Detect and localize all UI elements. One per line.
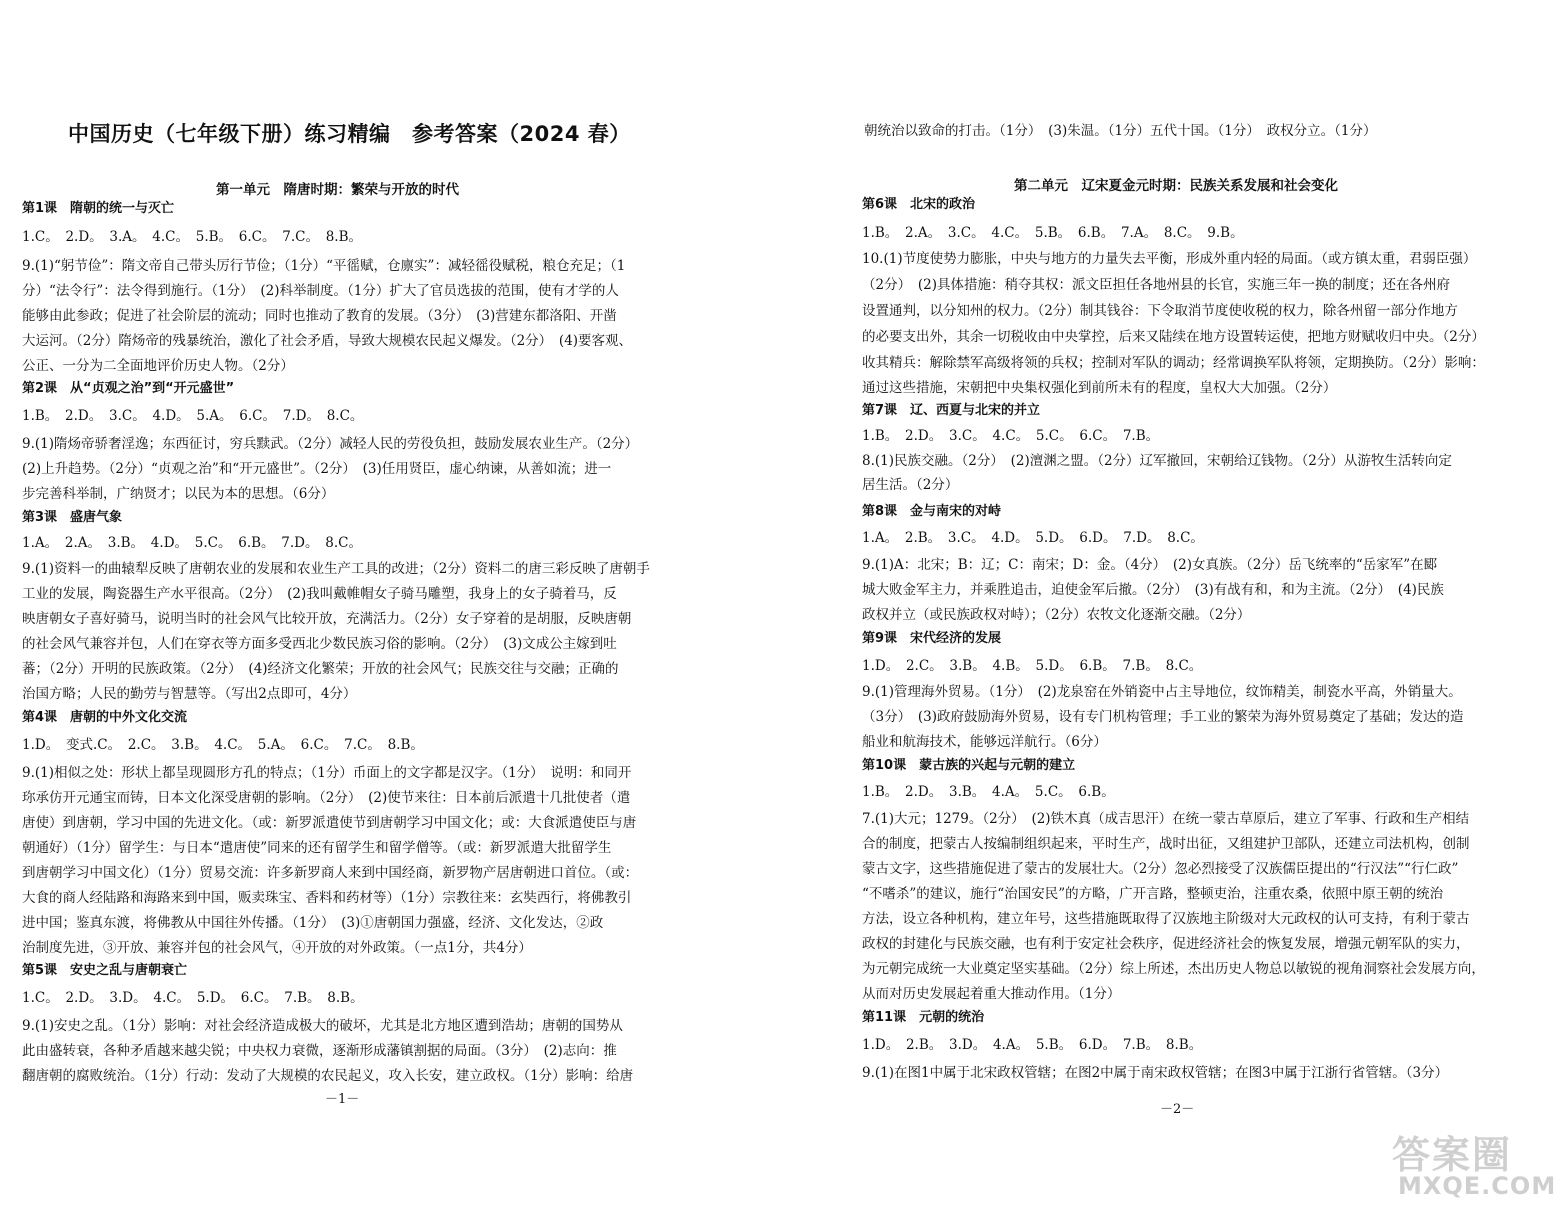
unit-1-heading: 第一单元 隋唐时期：繁荣与开放的时代 (216, 182, 459, 198)
lesson-title: 第7课 辽、西夏与北宋的并立 (862, 403, 1041, 418)
answer-line: 船业和航海技术，能够远洋航行。（6分） (862, 734, 1107, 750)
mc-answers: 1.A。 2.A。 3.B。 4.D。 5.C。 6.B。 7.D。 8.C。 (22, 535, 362, 551)
lesson-title: 第1课 隋朝的统一与灭亡 (22, 201, 175, 216)
answer-line: 9.(1)相似之处：形状上都呈现圆形方孔的特点；（1分）币面上的文字都是汉字。（1分） 说明：和同开 (22, 765, 632, 781)
answer-line: （2分） (2)具体措施：稍夺其权：派文臣担任各地州县的长官，实施三年一换的制度；还在各州府 (862, 277, 1450, 293)
mc-answers: 1.B。 2.A。 3.C。 4.C。 5.B。 6.B。 7.A。 8.C。 9.B。 (862, 225, 1244, 241)
answer-line: 居生活。（2分） (862, 477, 959, 493)
answer-line: 城大败金军主力，并乘胜追击，迫使金军后撤。（2分） (3)有战有和，和为主流。（2分） (4)民族 (862, 582, 1444, 598)
answer-line: 治制度先进，③开放、兼容并包的社会风气，④开放的对外政策。（一点1分，共4分） (22, 940, 532, 956)
answer-line: 9.(1)资料一的曲辕犁反映了唐朝农业的发展和农业生产工具的改进；（2分）资料二的唐三彩反映了唐朝手 (22, 561, 650, 577)
answer-line: 9.(1)安史之乱。（1分）影响：对社会经济造成极大的破坏，尤其是北方地区遭到浩劫；唐朝的国势从 (22, 1018, 623, 1034)
answer-line: 分）“法令行”：法令得到施行。（1分） (2)科举制度。（1分）扩大了官员选拔的范围，使有才学的人 (22, 283, 619, 299)
answer-line: 工业的发展，陶瓷器生产水平很高。（2分） (2)我叫戴帷帽女子骑马雕塑，我身上的女子骑着马，反 (22, 586, 617, 602)
answer-line: 进中国；鉴真东渡，将佛教从中国往外传播。（1分） (3)①唐朝国力强盛，经济、文化发达，②政 (22, 915, 604, 931)
answer-line-continued: 朝统治以致命的打击。（1分） (3)朱温。（1分）五代十国。（1分） 政权分立。（1分） (864, 123, 1377, 139)
mc-answers: 1.C。 2.D。 3.A。 4.C。 5.B。 6.C。 7.C。 8.B。 (22, 229, 363, 245)
lesson-title: 第10课 蒙古族的兴起与元朝的建立 (862, 758, 1076, 773)
answer-line: “不嗜杀”的建议，施行“治国安民”的方略，广开言路，整顿吏治，注重农桑，依照中原王朝的统治 (862, 886, 1444, 902)
answer-line: 9.(1)A：北宋；B：辽；C：南宋；D：金。（4分） (2)女真族。（2分）岳飞统率的“岳家军”在郾 (862, 557, 1438, 573)
answer-line: 从而对历史发展起着重大推动作用。（1分） (862, 986, 1121, 1002)
answer-line: 方法，设立各种机构，建立年号，这些措施既取得了汉族地主阶级对大元政权的认可支持，有利于蒙古 (862, 911, 1470, 927)
answer-line: 的社会风气兼容并包，人们在穿衣等方面多受西北少数民族习俗的影响。（2分） (3)文成公主嫁到吐 (22, 636, 617, 652)
answer-line: 通过这些措施，宋朝把中央集权强化到前所未有的程度，皇权大大加强。（2分） (862, 380, 1337, 396)
answer-line: 蒙古文字，这些措施促进了蒙古的发展壮大。（2分）忽必烈接受了汉族儒臣提出的“行汉法”“行仁政” (862, 861, 1459, 877)
answer-line: 公正、一分为二全面地评价历史人物。（2分） (22, 358, 294, 374)
lesson-title: 第5课 安史之乱与唐朝衰亡 (22, 963, 188, 978)
lesson-title: 第9课 宋代经济的发展 (862, 631, 1002, 646)
lesson-title: 第8课 金与南宋的对峙 (862, 504, 1002, 519)
lesson-title: 第11课 元朝的统治 (862, 1010, 985, 1025)
answer-line: （3分） (3)政府鼓励海外贸易，设有专门机构管理；手工业的繁荣为海外贸易奠定了基础；发达的造 (862, 709, 1464, 725)
watermark-logo (1392, 1110, 1556, 1206)
answer-line: 蕃；（2分）开明的民族政策。（2分） (4)经济文化繁荣；开放的社会风气；民族交往与交融；正确的 (22, 661, 619, 677)
mc-answers: 1.B。 2.D。 3.B。 4.A。 5.C。 6.B。 (862, 784, 1115, 800)
mc-answers: 1.D。 2.C。 3.B。 4.B。 5.D。 6.B。 7.B。 8.C。 (862, 658, 1203, 674)
answer-line: 9.(1)管理海外贸易。（1分） (2)龙泉窑在外销瓷中占主导地位，纹饰精美，制瓷水平高，外销量大。 (862, 684, 1462, 700)
answer-line: 步完善科举制，广纳贤才；以民为本的思想。（6分） (22, 486, 335, 502)
answer-line: 9.(1)“躬节俭”：隋文帝自己带头厉行节俭；（1分）“平徭赋，仓廪实”：减轻徭役赋税，粮仓充足；（1 (22, 258, 626, 274)
lesson-title: 第3课 盛唐气象 (22, 510, 123, 525)
answer-line: 政权的封建化与民族交融，也有利于安定社会秩序，促进经济社会的恢复发展，增强元朝军队的实力， (862, 936, 1470, 952)
page-number: －2－ (1160, 1102, 1195, 1117)
answer-line: 8.(1)民族交融。（2分） (2)澶渊之盟。（2分）辽军撤回，宋朝给辽钱物。（2分）从游牧生活转向定 (862, 453, 1452, 469)
answer-line: 唐使）到唐朝，学习中国的先进文化。（或：新罗派遣使节到唐朝学习中国文化；或：大食派遣使臣与唐 (22, 815, 637, 831)
page-right (840, 0, 1520, 1212)
lesson-title: 第6课 北宋的政治 (862, 197, 976, 212)
page-left (0, 0, 700, 1212)
answer-line: 为元朝完成统一大业奠定坚实基础。（2分）综上所述，杰出历史人物总以敏锐的视角洞察社会发展方向， (862, 961, 1485, 977)
answer-line: (2)上升趋势。（2分）“贞观之治”和“开元盛世”。（2分） (3)任用贤臣，虚心纳谏，从善如流；进一 (22, 461, 612, 477)
answer-line: 9.(1)隋炀帝骄奢淫逸；东西征讨，穷兵黩武。（2分）减轻人民的劳役负担，鼓励发展农业生产。（2分） (22, 436, 639, 452)
answer-line: 设置通判，以分知州的权力。（2分）制其钱谷：下令取消节度使收税的权力，除各州留一部分作地方 (862, 303, 1458, 319)
answer-line: 映唐朝女子喜好骑马，说明当时的社会风气比较开放，充满活力。（2分）女子穿着的是胡服，反映唐朝 (22, 611, 632, 627)
answer-line: 政权并立（或民族政权对峙）；（2分）农牧文化逐渐交融。（2分） (862, 607, 1251, 623)
answer-line: 翻唐朝的腐败统治。（1分）行动：发动了大规模的农民起义，攻入长安，建立政权。（1分）影响：给唐 (22, 1068, 634, 1084)
answer-line: 7.(1)大元；1279。（2分） (2)铁木真（成吉思汗）在统一蒙古草原后，建立了军事、行政和生产相结 (862, 811, 1470, 827)
answer-line: 到唐朝学习中国文化）（1分）贸易交流：许多新罗商人来到中国经商，新罗物产居唐朝进口首位。（或： (22, 865, 639, 881)
mc-answers: 1.B。 2.D。 3.C。 4.C。 5.C。 6.C。 7.B。 (862, 428, 1160, 444)
unit-2-heading: 第二单元 辽宋夏金元时期：民族关系发展和社会变化 (1014, 178, 1338, 194)
watermark-text: 答案圈 (1392, 1133, 1513, 1177)
document-title: 中国历史（七年级下册）练习精编 参考答案（2024 春） (68, 122, 631, 146)
answer-line: 此由盛转衰，各种矛盾越来越尖锐；中央权力衰微，逐渐形成藩镇割据的局面。（3分） (2)志向：推 (22, 1043, 617, 1059)
mc-answers: 1.D。 变式.C。 2.C。 3.B。 4.C。 5.A。 6.C。 7.C。 8.B。 (22, 737, 424, 753)
answer-line: 合的制度，把蒙古人按编制组织起来，平时生产，战时出征，又组建护卫部队，还建立司法机构，创制 (862, 836, 1470, 852)
mc-answers: 1.D。 2.B。 3.D。 4.A。 5.B。 6.D。 7.B。 8.B。 (862, 1037, 1203, 1053)
answer-line: 10.(1)节度使势力膨胀，中央与地方的力量失去平衡，形成外重内轻的局面。（或方镇太重，君弱臣强） (862, 251, 1477, 267)
answer-line: 治国方略；人民的勤劳与智慧等。（写出2点即可，4分） (22, 686, 357, 702)
lesson-title: 第2课 从“贞观之治”到“开元盛世” (22, 381, 235, 396)
lesson-title: 第4课 唐朝的中外文化交流 (22, 710, 188, 725)
page-number: －1－ (325, 1092, 360, 1107)
watermark-site: MXQE.COM (1398, 1172, 1556, 1200)
answer-line: 朝通好）（1分）留学生：与日本“遣唐使”同来的还有留学生和留学僧等。（或：新罗派遣大批留学生 (22, 840, 612, 856)
mc-answers: 1.A。 2.B。 3.C。 4.D。 5.D。 6.D。 7.D。 8.C。 (862, 530, 1204, 546)
answer-line: 的必要支出外，其余一切税收由中央掌控，后来又陆续在地方设置转运使，把地方财赋收归中央。（2分） (862, 329, 1485, 345)
answer-line: 9.(1)在图1中属于北宋政权管辖；在图2中属于南宋政权管辖；在图3中属于江浙行省管辖。（3分） (862, 1065, 1449, 1081)
answer-line: 能够由此参政；促进了社会阶层的流动；同时也推动了教育的发展。（3分） (3)营建东都洛阳、开凿 (22, 308, 617, 324)
answer-line: 珎承仿开元通宝而铸，日本文化深受唐朝的影响。（2分） (2)使节来往：日本前后派遣十几批使者（遣 (22, 790, 631, 806)
mc-answers: 1.C。 2.D。 3.D。 4.C。 5.D。 6.C。 7.B。 8.B。 (22, 990, 364, 1006)
answer-line: 收其精兵：解除禁军高级将领的兵权；控制对军队的调动；经常调换军队将领，定期换防。（2分）影响： (862, 355, 1485, 371)
mc-answers: 1.B。 2.D。 3.C。 4.D。 5.A。 6.C。 7.D。 8.C。 (22, 408, 364, 424)
answer-line: 大运河。（2分）隋炀帝的残暴统治，激化了社会矛盾，导致大规模农民起义爆发。（2分） (4)要客观、 (22, 333, 633, 349)
answer-line: 大食的商人经陆路和海路来到中国，贩卖珠宝、香料和药材等）（1分）宗教往来：玄奘西行，将佛教引 (22, 890, 632, 906)
